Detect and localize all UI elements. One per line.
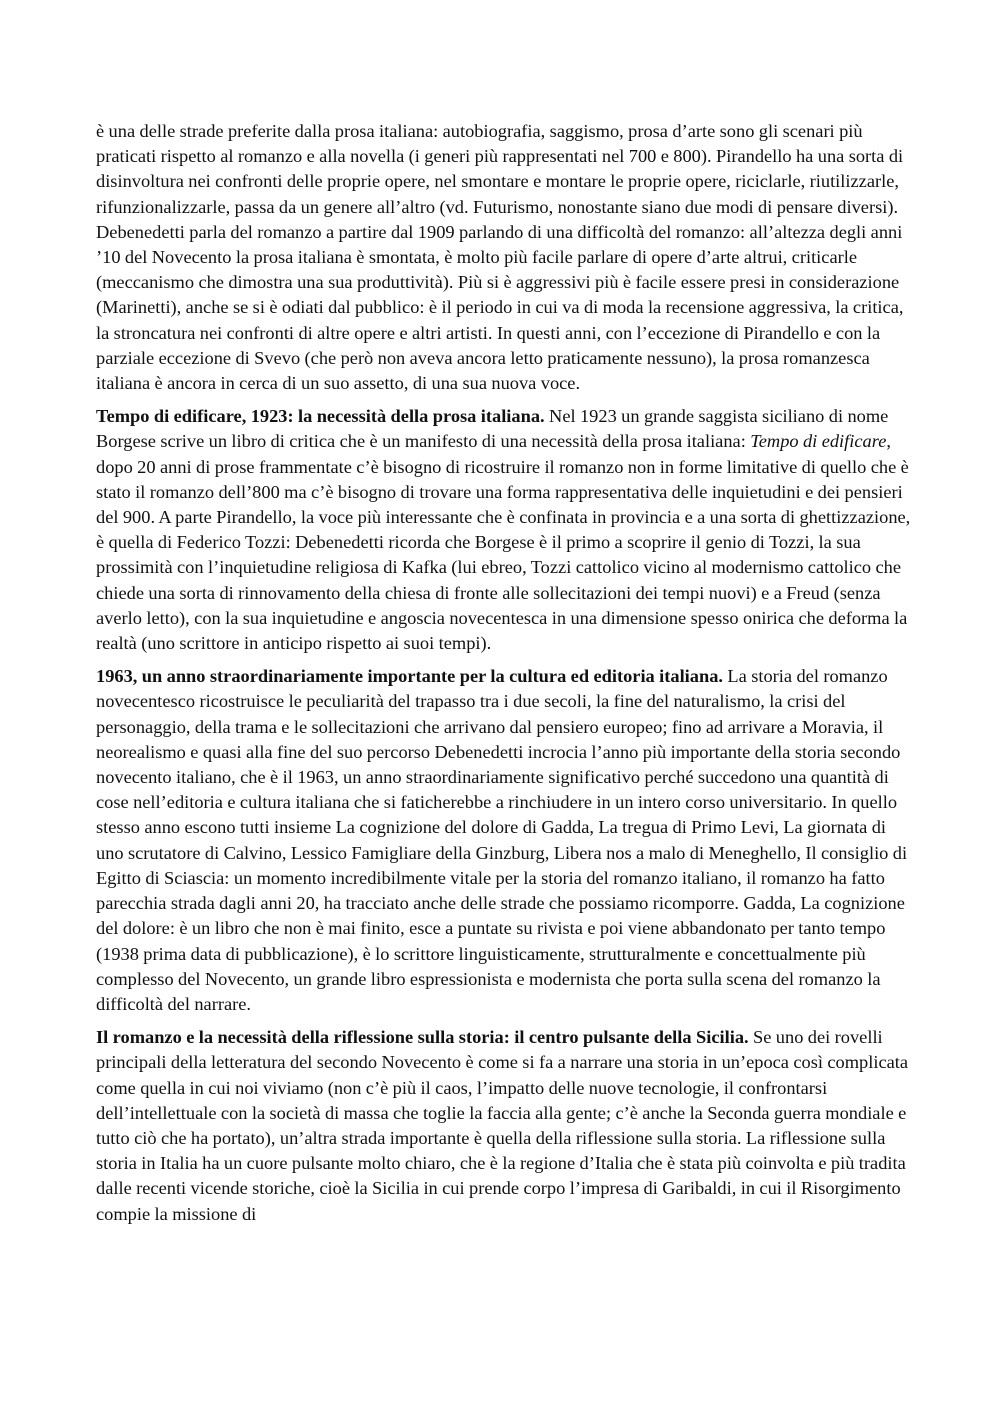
paragraph-text: , dopo 20 anni di prose frammentate c’è bisogno di ricostruire il romanzo non in forme limitative di quello che è stato il romanzo dell’800 ma c’è bisogno di trovare una forma rappresentativa delle inquietudini e dei pensieri del 900. A parte Pirandello, la voce più interessante che è confinata in provincia e a una sorta di ghettizzazione, è quella di Federico Tozzi: Debenedetti ricorda che Borgese è il primo a scoprire il genio di Tozzi, la sua prossimità con l’inquietudine religiosa di Kafka (lui ebreo, Tozzi cattolico vicino al modernismo cattolico che chiede una sorta di rinnovamento della chiesa di fronte alle sollecitazioni dei tempi nuovi) e a Freud (senza averlo letto), con la sua inquietudine e angoscia novecentesca in una dimensione spesso onirica che deforma la realtà (uno scrittore in anticipo rispetto ai suoi tempi). (96, 431, 911, 654)
section-heading: 1963, un anno straordinariamente importante per la cultura ed editoria italiana. (96, 666, 724, 687)
paragraph-sicilia (96, 1025, 916, 1227)
book-title-italic: Tempo di edificare (750, 431, 887, 452)
paragraph-1963 (96, 664, 916, 1017)
paragraph-text: La storia del romanzo novecentesco ricostruisce le peculiarità del trapasso tra i due secoli, la fine del naturalismo, la crisi del personaggio, della trama e le sollecitazioni che arrivano dal pensiero europeo; fino ad arrivare a Moravia, il neorealismo e quasi alla fine del suo percorso Debenedetti incrocia l’anno più importante della storia secondo novecento italiano, che è il 1963, un anno straordinariamente significativo perché succedono una quantità di cose nell’editoria e cultura italiana che si faticherebbe a rinchiudere in un intero corso universitario. In quello stesso anno escono tutti insieme La cognizione del dolore di Gadda, La tregua di Primo Levi, La giornata di uno scrutatore di Calvino, Lessico Famigliare della Ginzburg, Libera nos a malo di Meneghello, Il consiglio di Egitto di Sciascia: un momento incredibilmente vitale per la storia del romanzo italiano, il romanzo ha fatto parecchia strada dagli anni 20, ha tracciato anche delle strade che possiamo ricomporre. Gadda, La cognizione del dolore: è un libro che non è mai finito, esce a puntate su rivista e poi viene abbandonato per tanto tempo (1938 prima data di pubblicazione), è lo scrittore linguisticamente, strutturalmente e concettualmente più complesso del Novecento, un grande libro espressionista e modernista che porta sulla scena del romanzo la difficoltà del narrare. (96, 666, 908, 1014)
paragraph-text: Nel 1923 un grande saggista siciliano di nome Borgese scrive un libro di critica che è un manifesto di una necessità della prosa italiana: (96, 406, 889, 452)
section-heading: Il romanzo e la necessità della riflessione sulla storia: il centro pulsante della Sicilia. (96, 1027, 749, 1048)
paragraph-text: è una delle strade preferite dalla prosa italiana: autobiografia, saggismo, prosa d’arte sono gli scenari più praticati rispetto al romanzo e alla novella (i generi più rappresentati nel 700 e 800). Pirandello ha una sorta di disinvoltura nei confronti delle proprie opere, nel smontare e montare le proprie opere, riciclarle, riutilizzarle, rifunzionalizzarle, passa da un genere all’altro (vd. Futurismo, nonostante siano due modi di pensare diversi). Debenedetti parla del romanzo a partire dal 1909 parlando di una difficoltà del romanzo: all’altezza degli anni ’10 del Novecento la prosa italiana è smontata, è molto più facile parlare di opere d’arte altrui, criticarle (meccanismo che dimostra una sua produttività). Più si è aggressivi più è facile essere presi in considerazione (Marinetti), anche se si è odiati dal pubblico: è il periodo in cui va di moda la recensione aggressiva, la critica, la stroncatura nei confronti di altre opere e altri artisti. In questi anni, con l’eccezione di Pirandello e con la parziale eccezione di Svevo (che però non aveva ancora letto praticamente nessuno), la prosa romanzesca italiana è ancora in cerca di un suo assetto, di una sua nuova voce. (96, 121, 904, 394)
document-page (96, 119, 916, 1235)
paragraph-text: Se uno dei rovelli principali della letteratura del secondo Novecento è come si fa a narrare una storia in un’epoca così complicata come quella in cui noi viviamo (non c’è più il caos, l’impatto delle nuove tecnologie, il confrontarsi dell’intellettuale con la società di massa che toglie la faccia alla gente; c’è anche la Seconda guerra mondiale e tutto ciò che ha portato), un’altra strada importante è quella della riflessione sulla storia. La riflessione sulla storia in Italia ha un cuore pulsante molto chiaro, che è la regione d’Italia che è stata più coinvolta e più tradita dalle recenti vicende storiche, cioè la Sicilia in cui prende corpo l’impresa di Garibaldi, in cui il Risorgimento compie la missione di (96, 1027, 909, 1224)
section-heading: Tempo di edificare, 1923: la necessità della prosa italiana. (96, 406, 545, 427)
paragraph-prose-italiana (96, 119, 916, 396)
paragraph-tempo-di-edificare (96, 404, 916, 656)
